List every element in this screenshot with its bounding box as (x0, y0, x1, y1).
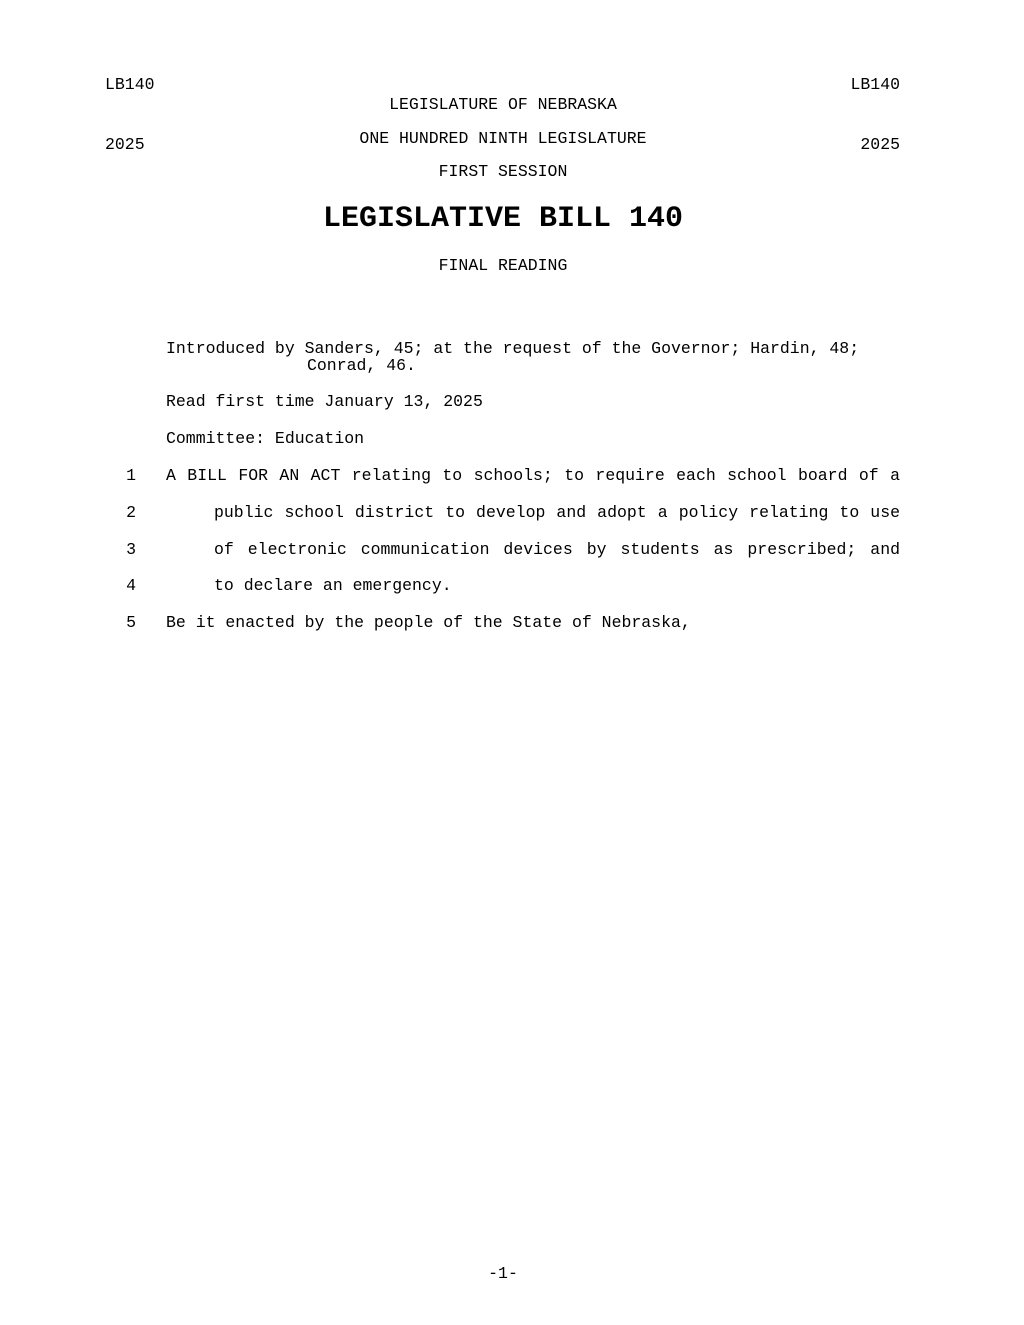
legislature-number: ONE HUNDRED NINTH LEGISLATURE (359, 129, 647, 148)
line-number-1: 1 (126, 466, 136, 485)
reading-stage: FINAL READING (438, 256, 568, 275)
bill-line-2: public school district to develop and adopt a policy relating to use (214, 503, 900, 522)
header-left-year: 2025 (105, 135, 145, 154)
bill-title: LEGISLATIVE BILL 140 (322, 202, 684, 236)
bill-line-3: of electronic communication devices by students as prescribed; and (214, 540, 900, 559)
header-right-bill: LB140 (850, 75, 900, 94)
read-first-time: Read first time January 13, 2025 (166, 392, 483, 411)
legislature-name: LEGISLATURE OF NEBRASKA (389, 95, 617, 114)
introduced-by-line2: Conrad, 46. (307, 356, 416, 375)
introduced-by-line1: Introduced by Sanders, 45; at the request of the Governor; Hardin, 48; (166, 339, 860, 358)
session-name: FIRST SESSION (438, 162, 568, 181)
header-left-bill: LB140 (105, 75, 155, 94)
line-number-2: 2 (126, 503, 136, 522)
page-number: -1- (488, 1264, 518, 1283)
committee: Committee: Education (166, 429, 365, 448)
line-number-4: 4 (126, 576, 136, 595)
bill-line-5: Be it enacted by the people of the State of Nebraska, (166, 613, 691, 632)
bill-line-1: A BILL FOR AN ACT relating to schools; to require each school board of a (166, 466, 900, 485)
header-right-year: 2025 (860, 135, 900, 154)
bill-line-4: to declare an emergency. (214, 576, 452, 595)
line-number-3: 3 (126, 540, 136, 559)
line-number-5: 5 (126, 613, 136, 632)
